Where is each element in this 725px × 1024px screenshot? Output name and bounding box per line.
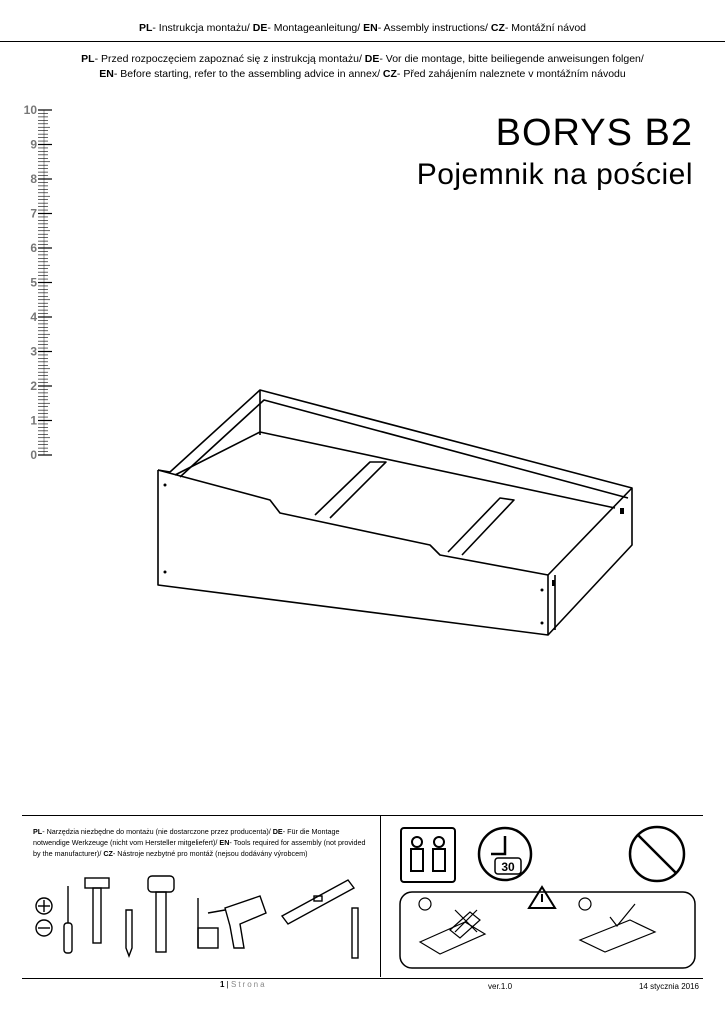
h1-pl: PL- Instrukcja montażu/ xyxy=(138,22,253,34)
ruler-label: 7 xyxy=(30,206,37,221)
ruler-label: 8 xyxy=(30,172,37,186)
measure-ruler xyxy=(22,100,62,470)
document-date: 14 stycznia 2016 xyxy=(638,982,699,991)
drill-icon xyxy=(208,896,266,948)
page-number: 1 | Strona xyxy=(220,980,267,989)
ruler-label: 5 xyxy=(30,275,37,290)
screwdriver-icon xyxy=(64,886,72,953)
ruler-label: 6 xyxy=(30,241,37,255)
hammer-icon xyxy=(85,878,109,943)
bottom-divider xyxy=(380,815,381,977)
tape-measure-icon xyxy=(198,898,218,948)
warning-icon xyxy=(529,887,555,908)
pencil-icon xyxy=(126,910,132,956)
wrong-assembly-icon xyxy=(419,898,485,954)
assembly-time: 30 xyxy=(501,860,515,874)
assembly-info-illustration xyxy=(395,822,700,972)
bed-drawer-illustration xyxy=(150,380,640,650)
mallet-icon xyxy=(148,876,174,952)
h1-cz: CZ- Montážní návod xyxy=(490,22,587,34)
correct-assembly-icon xyxy=(579,898,655,952)
header-languages xyxy=(0,22,725,34)
ruler-label: 3 xyxy=(30,344,37,359)
ruler-label: 10 xyxy=(23,103,37,117)
ruler-label: 4 xyxy=(30,310,37,324)
h1-de: DE- Montageanleitung/ xyxy=(252,22,364,34)
ruler-label: 1 xyxy=(30,413,37,428)
header-instructions: PL- Przed rozpoczęciem zapoznać się z instrukcją montażu/ DE- Vor die montage, bitte beiliegende anweisungen folgen/ EN- Before starting, refer to the assembling advice in annex/ CZ- Před zahájením naleznete v montážním návodu xyxy=(81,53,644,80)
version: ver.1.0 xyxy=(488,982,513,991)
drill-bit-icon xyxy=(352,908,358,958)
no-children-icon xyxy=(630,827,684,881)
product-subtitle: Pojemnik na pościel xyxy=(416,158,693,191)
tools-required-text: PL- Narzędzia niezbędne do montażu (nie dostarczone przez producenta)/ DE- Für die Montage notwendige Werkzeuge (nicht vom Hersteller mitgeliefert)/ EN- Tools required for assembly (not provided by the manufacturer)/ CZ- Nástroje nezbytné pro montáž (nejsou dodávány výrobcem) xyxy=(33,827,366,858)
product-title: BORYS B2 xyxy=(495,112,693,154)
screwdriver-bits-icon xyxy=(36,898,52,936)
h1-en: EN- Assembly instructions/ xyxy=(363,22,491,34)
ruler-label: 0 xyxy=(30,448,37,462)
ruler-label: 9 xyxy=(30,137,37,152)
tools-illustration xyxy=(30,868,370,968)
level-icon xyxy=(282,880,354,924)
two-persons-icon xyxy=(401,828,455,882)
ruler-label: 2 xyxy=(30,379,37,393)
header-divider xyxy=(0,41,725,42)
